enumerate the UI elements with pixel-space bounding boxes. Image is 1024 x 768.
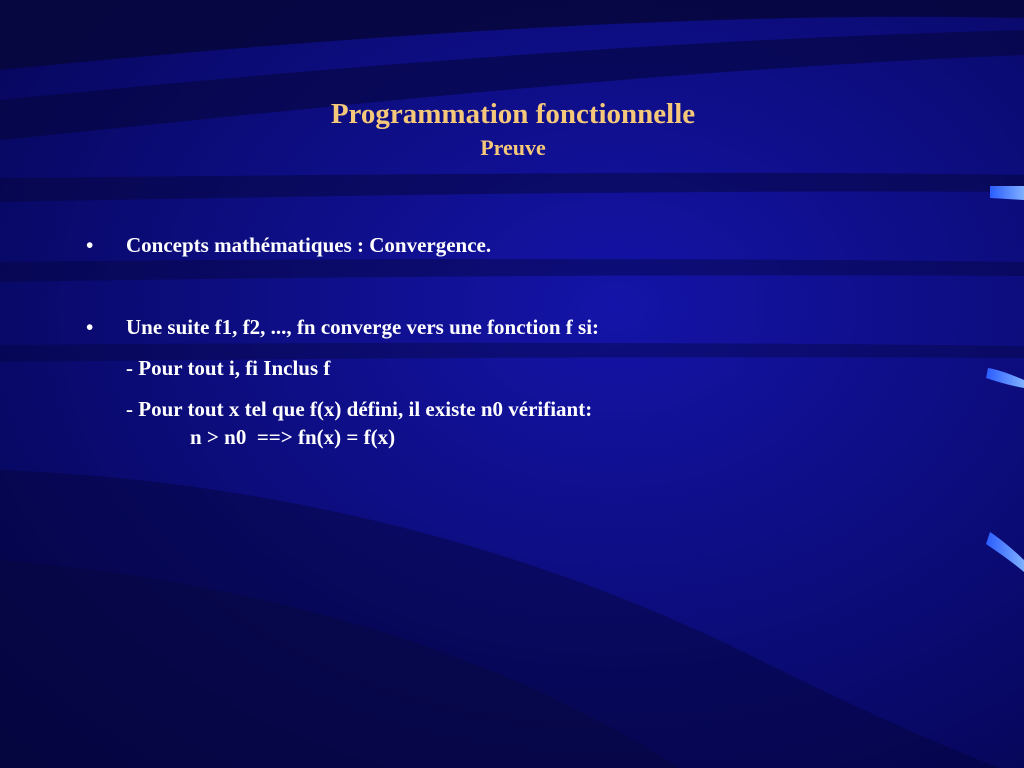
slide-title: Programmation fonctionnelle — [330, 98, 696, 130]
slide-subtitle: Preuve — [480, 135, 546, 160]
bullet-text: Concepts mathématiques : Convergence. — [126, 233, 492, 257]
bullet-text: Une suite f1, f2, ..., fn converge vers une fonction f si: — [126, 315, 600, 339]
bullet-item — [86, 230, 966, 260]
bullet-item — [86, 312, 966, 342]
sub-line-indented: n > n0 ==> fn(x) = f(x) — [190, 425, 396, 449]
sub-line: - Pour tout i, fi Inclus f — [126, 356, 331, 380]
title-block — [297, 98, 729, 161]
bullet-dot: • — [86, 233, 94, 257]
sub-line: - Pour tout x tel que f(x) défini, il existe n0 vérifiant: — [126, 397, 593, 421]
bullet-dot: • — [86, 315, 94, 339]
accent-marks — [986, 186, 1024, 572]
slide-body — [86, 230, 966, 450]
